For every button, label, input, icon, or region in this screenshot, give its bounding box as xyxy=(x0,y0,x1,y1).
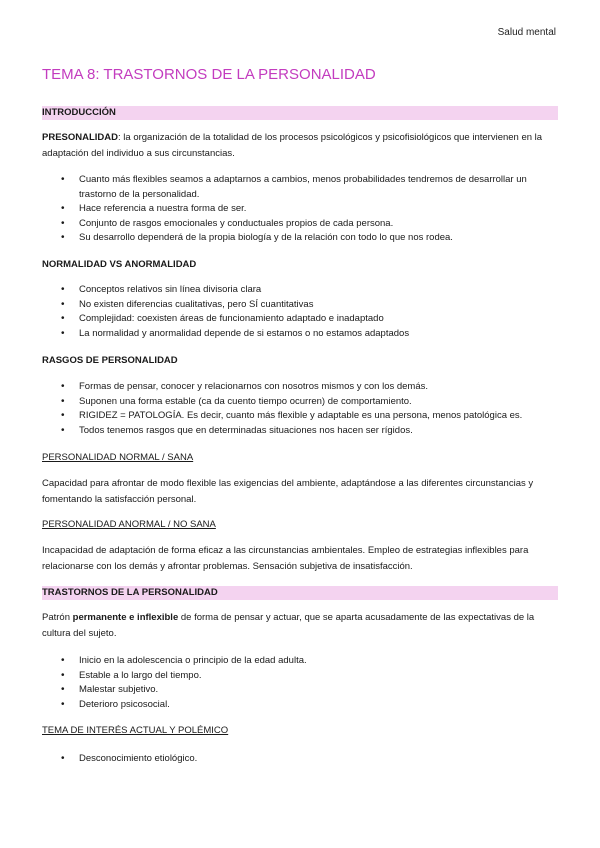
definition-emphasis: permanente e inflexible xyxy=(72,612,179,623)
list-item: • Conceptos relativos sin línea divisoria clara xyxy=(42,283,558,298)
heading-tema-interes: TEMA DE INTERÉS ACTUAL Y POLÉMICO xyxy=(42,725,229,736)
list-item: • Hace referencia a nuestra forma de ser. xyxy=(42,202,558,217)
list-item: • Formas de pensar, conocer y relacionarnos con nosotros mismos y con los demás. xyxy=(42,380,558,395)
interes-bullet-list xyxy=(42,752,558,767)
definition-post: de forma de pensar y actuar, que se aparta acusadamente de las expectativas de la cultura del sujeto. xyxy=(42,612,535,639)
paragraph-personalidad-normal: Capacidad para afrontar de modo flexible las exigencias del ambiente, adaptándose a las diferentes circunstancias y fomentando la satisfacción personal. xyxy=(42,478,534,505)
intro-bullet-list xyxy=(42,173,558,246)
list-item: • La normalidad y anormalidad depende de si estamos o no estamos adaptados xyxy=(42,327,558,342)
list-item: • Su desarrollo dependerá de la propia biología y de la relación con todo lo que nos rodea. xyxy=(42,231,558,246)
section-band-introduccion: INTRODUCCIÓN xyxy=(42,106,558,120)
list-item: • RIGIDEZ = PATOLOGÍA. Es decir, cuanto más flexible y adaptable es una persona, menos patológica es. xyxy=(42,409,558,424)
list-item: • Conjunto de rasgos emocionales y conductuales propios de cada persona. xyxy=(42,217,558,232)
running-header: Salud mental xyxy=(497,27,556,38)
definition-pre: Patrón xyxy=(42,612,73,623)
page-title: TEMA 8: TRASTORNOS DE LA PERSONALIDAD xyxy=(42,66,376,83)
heading-rasgos: RASGOS DE PERSONALIDAD xyxy=(42,355,178,366)
list-item: • Inicio en la adolescencia o principio de la edad adulta. xyxy=(42,654,558,669)
rasgos-bullet-list xyxy=(42,380,558,438)
definition-term: PRESONALIDAD xyxy=(42,132,119,143)
paragraph-personalidad-anormal: Incapacidad de adaptación de forma eficaz a las circunstancias ambientales. Empleo de estrategias inflexibles para relacionarse con los demás y afrontar problemas. Sensación subjetiva de insatisfacción. xyxy=(42,545,529,572)
list-item: • Cuanto más flexibles seamos a adaptarnos a cambios, menos probabilidades tendremos de desarrollar un trastorno de la personalidad. xyxy=(42,173,558,202)
heading-normalidad: NORMALIDAD VS ANORMALIDAD xyxy=(42,259,197,270)
normalidad-bullet-list xyxy=(42,283,558,341)
list-item: • No existen diferencias cualitativas, pero SÍ cuantitativas xyxy=(42,298,558,313)
trastornos-definition xyxy=(42,610,558,642)
list-item: • Desconocimiento etiológico. xyxy=(42,752,558,767)
list-item: • Suponen una forma estable (ca da cuento tiempo ocurren) de comportamiento. xyxy=(42,395,558,410)
list-item: • Malestar subjetivo. xyxy=(42,683,558,698)
section-band-trastornos: TRASTORNOS DE LA PERSONALIDAD xyxy=(42,586,558,600)
list-item: • Estable a lo largo del tiempo. xyxy=(42,669,558,684)
list-item: • Todos tenemos rasgos que en determinadas situaciones nos hacen ser rígidos. xyxy=(42,424,558,439)
trastornos-bullet-list xyxy=(42,654,558,712)
list-item: • Complejidad: coexisten áreas de funcionamiento adaptado e inadaptado xyxy=(42,312,558,327)
list-item: • Deterioro psicosocial. xyxy=(42,698,558,713)
heading-personalidad-anormal: PERSONALIDAD ANORMAL / NO SANA xyxy=(42,519,216,530)
heading-personalidad-normal: PERSONALIDAD NORMAL / SANA xyxy=(42,452,194,463)
definition-text: : la organización de la totalidad de los procesos psicológicos y psicofisiológicos que intervienen en la adaptación del individuo a sus circunstancias. xyxy=(42,132,543,159)
personalidad-definition xyxy=(42,130,558,162)
